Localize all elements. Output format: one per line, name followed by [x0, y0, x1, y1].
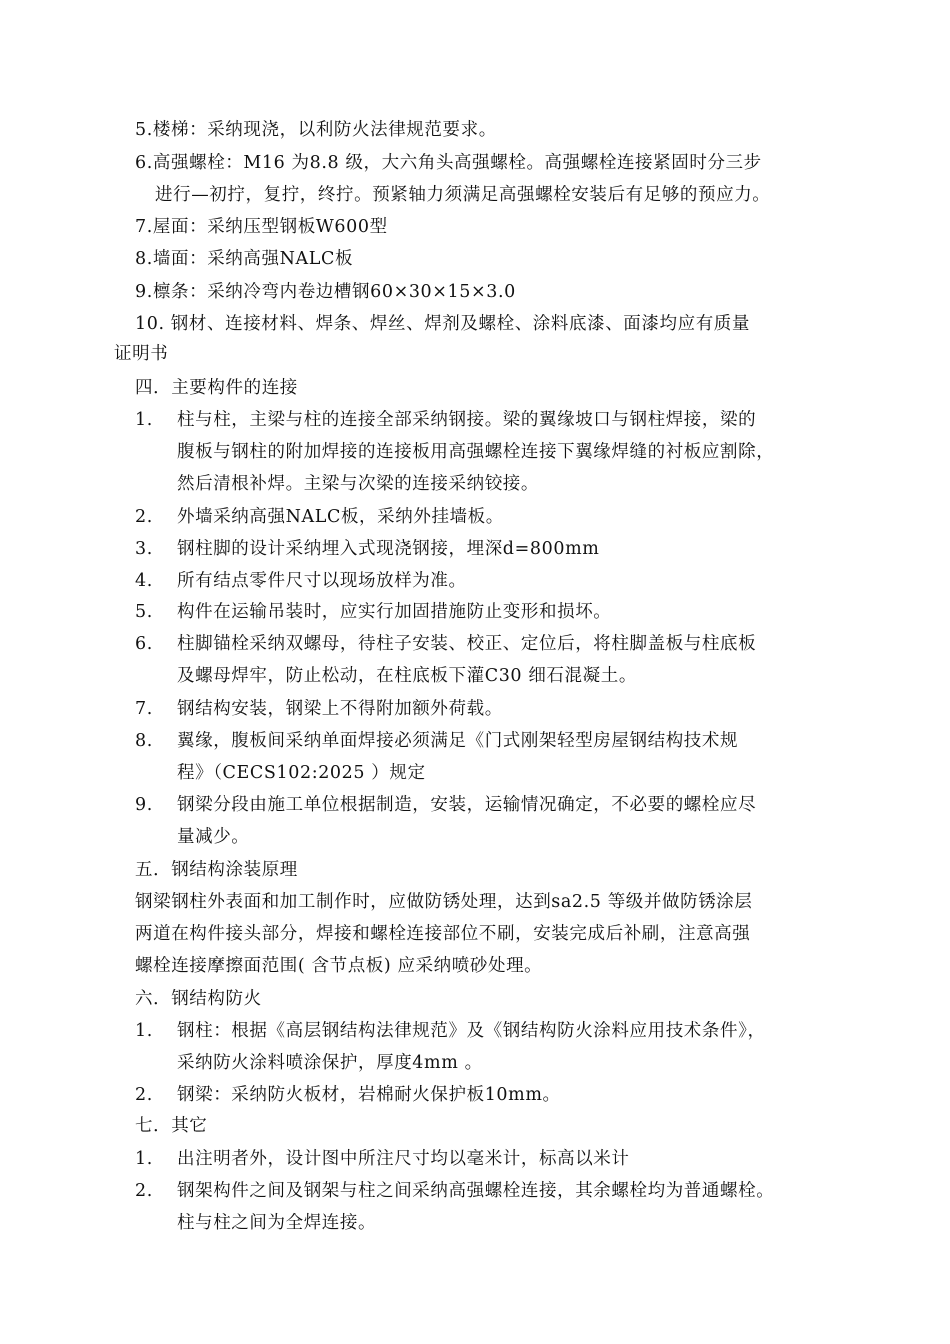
list-number: 1. [135, 1149, 153, 1169]
list-item-text: 柱与柱之间为全焊连接。 [177, 1213, 377, 1233]
text-line: 10. 钢材、连接材料、焊条、焊丝、焊剂及螺栓、涂料底漆、面漆均应有质量 [135, 314, 750, 334]
text-line: 7.屋面：采纳压型钢板W600型 [135, 217, 388, 237]
list-item-text: 所有结点零件尺寸以现场放样为准。 [177, 571, 467, 591]
list-item-text: 钢结构安装，钢梁上不得附加额外荷载。 [177, 699, 503, 719]
list-number: 5. [135, 602, 153, 622]
list-item-text: 柱脚锚栓采纳双螺母，待柱子安装、校正、定位后，将柱脚盖板与柱底板 [177, 634, 757, 654]
paragraph-line: 螺栓连接摩擦面范围( 含节点板) 应采纳喷砂处理。 [135, 956, 543, 976]
list-item-text: 采纳防火涂料喷涂保护，厚度4mm 。 [177, 1053, 483, 1073]
section-heading: 五．钢结构涂装原理 [135, 860, 298, 880]
list-number: 8. [135, 731, 153, 751]
section-heading: 六．钢结构防火 [135, 989, 262, 1009]
text-line: 6.高强螺栓：M16 为8.8 级，大六角头高强螺栓。高强螺栓连接紧固时分三步 [135, 153, 762, 173]
list-number: 2. [135, 1181, 153, 1201]
list-item-text: 出注明者外，设计图中所注尺寸均以毫米计，标高以米计 [177, 1149, 630, 1169]
list-item-text: 量减少。 [177, 827, 250, 847]
list-item-text: 然后清根补焊。主梁与次梁的连接采纳铰接。 [177, 474, 539, 494]
list-number: 1. [135, 1021, 153, 1041]
text-line: 证明书 [114, 344, 169, 364]
list-number: 6. [135, 634, 153, 654]
list-number: 4. [135, 571, 153, 591]
list-number: 2. [135, 1085, 153, 1105]
list-number: 1. [135, 410, 153, 430]
list-item-text: 外墙采纳高强NALC板，采纳外挂墙板。 [177, 507, 504, 527]
section-heading: 七．其它 [135, 1116, 208, 1136]
paragraph-line: 两道在构件接头部分，焊接和螺栓连接部位不刷，安装完成后补刷，注意高强 [135, 924, 751, 944]
list-item-text: 翼缘，腹板间采纳单面焊接必须满足《门式刚架轻型房屋钢结构技术规 [177, 731, 739, 751]
paragraph-line: 钢梁钢柱外表面和加工制作时，应做防锈处理，达到sa2.5 等级并做防锈涂层 [135, 892, 753, 912]
text-line: 进行—初拧，复拧，终拧。预紧轴力须满足高强螺栓安装后有足够的预应力。 [155, 185, 771, 205]
list-item-text: 构件在运输吊装时，应实行加固措施防止变形和损坏。 [177, 602, 612, 622]
list-item-text: 钢梁：采纳防火板材，岩棉耐火保护板10mm。 [177, 1085, 561, 1105]
text-line: 8.墙面：采纳高强NALC板 [135, 249, 354, 269]
list-item-text: 钢架构件之间及钢架与柱之间采纳高强螺栓连接，其余螺栓均为普通螺栓。 [177, 1181, 775, 1201]
list-number: 3. [135, 539, 153, 559]
list-item-text: 钢柱脚的设计采纳埋入式现浇钢接，埋深d=800mm [177, 539, 600, 559]
text-line: 9.檩条：采纳冷弯内卷边槽钢60×30×15×3.0 [135, 282, 516, 302]
list-number: 2. [135, 507, 153, 527]
list-number: 7. [135, 699, 153, 719]
list-number: 9. [135, 795, 153, 815]
list-item-text: 程》（CECS102:2025 ）规定 [177, 763, 426, 783]
list-item-text: 钢梁分段由施工单位根据制造，安装，运输情况确定，不必要的螺栓应尽 [177, 795, 757, 815]
list-item-text: 及螺母焊牢，防止松动，在柱底板下灌C30 细石混凝土。 [177, 666, 637, 686]
list-item-text: 钢柱：根据《高层钢结构法律规范》及《钢结构防火涂料应用技术条件》， [177, 1021, 766, 1041]
list-item-text: 柱与柱，主梁与柱的连接全部采纳钢接。梁的翼缘坡口与钢柱焊接，梁的 [177, 410, 757, 430]
section-heading: 四．主要构件的连接 [135, 378, 298, 398]
text-line: 5.楼梯：采纳现浇，以利防火法律规范要求。 [135, 120, 497, 140]
list-item-text: 腹板与钢柱的附加焊接的连接板用高强螺栓连接下翼缘焊缝的衬板应割除， [177, 442, 775, 462]
